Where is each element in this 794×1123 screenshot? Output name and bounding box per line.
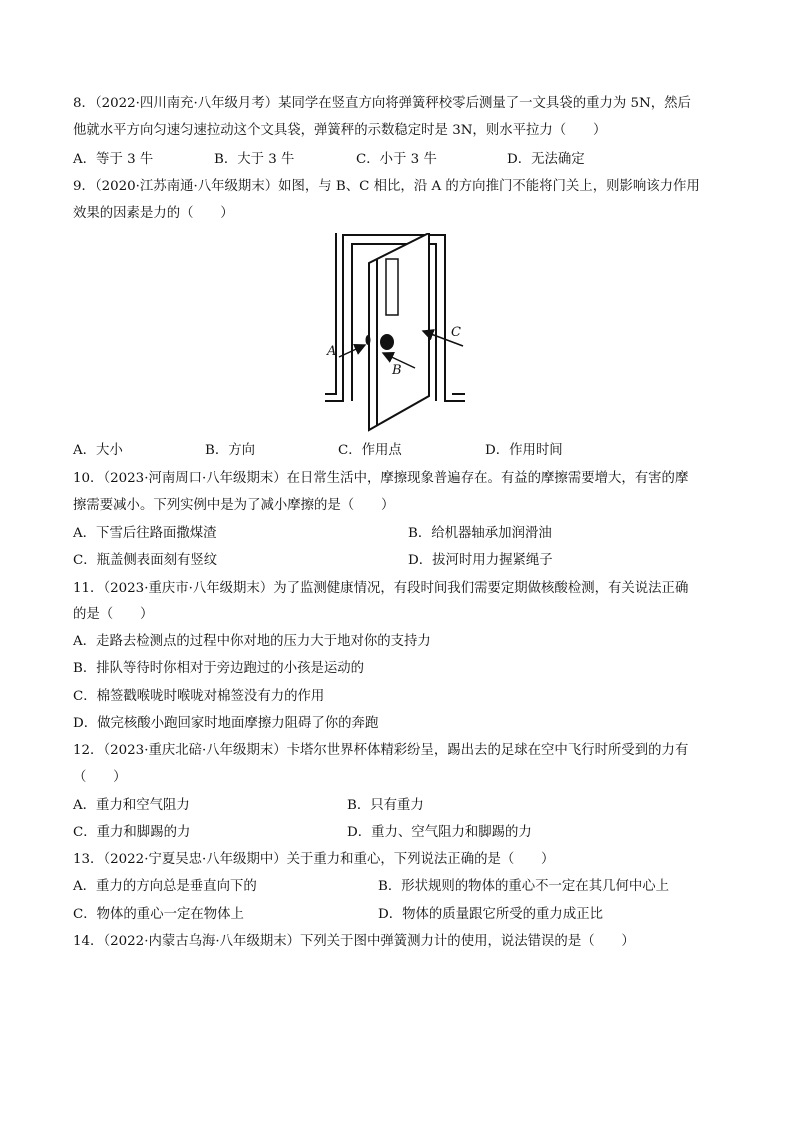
door-leaf bbox=[369, 233, 429, 430]
q9-option-d: D．作用时间 bbox=[485, 443, 563, 458]
q8-option-c: C．小于 3 牛 bbox=[356, 152, 437, 167]
q10-option-b: B．给机器轴承加润滑油 bbox=[408, 526, 552, 541]
q12-stem-line2: （ ） bbox=[73, 770, 127, 785]
q10-option-d: D．拔河时用力握紧绳子 bbox=[408, 553, 553, 568]
q11-option-b: B．排队等待时你相对于旁边跑过的小孩是运动的 bbox=[73, 661, 365, 676]
door-handle bbox=[380, 334, 394, 350]
q12-option-a: A．重力和空气阻力 bbox=[73, 798, 190, 813]
q10-option-a: A．下雪后往路面撒煤渣 bbox=[73, 526, 217, 541]
q8-option-d: D．无法确定 bbox=[507, 152, 585, 167]
q8-option-a: A．等于 3 牛 bbox=[73, 152, 154, 167]
door-window bbox=[386, 259, 398, 315]
q10-stem-line1: 10．（2023·河南周口·八年级期末）在日常生活中，摩擦现象普遍存在。有益的摩擦需要增大，有害的摩 bbox=[73, 471, 689, 486]
q13-option-d: D．物体的质量跟它所受的重力成正比 bbox=[378, 907, 603, 922]
q12-stem-line1: 12．（2023·重庆北碚·八年级期末）卡塔尔世界杯体精彩纷呈，踢出去的足球在空中飞行时所受到的力有 bbox=[73, 743, 689, 758]
q9-option-a: A．大小 bbox=[73, 443, 123, 458]
q9-stem-line2: 效果的因素是力的（ ） bbox=[73, 206, 234, 221]
q12-option-b: B．只有重力 bbox=[347, 798, 424, 813]
label-a: A bbox=[327, 344, 337, 359]
q10-option-c: C．瓶盖侧表面刻有竖纹 bbox=[73, 553, 218, 568]
q10-stem-line2: 擦需要减小。下列实例中是为了减小摩擦的是（ ） bbox=[73, 498, 395, 513]
q14-stem-line1: 14．（2022·内蒙古乌海·八年级期末）下列关于图中弹簧测力计的使用，说法错误的是（ ） bbox=[73, 934, 635, 949]
q11-stem-line2: 的是（ ） bbox=[73, 607, 154, 622]
q13-option-b: B．形状规则的物体的重心不一定在其几何中心上 bbox=[378, 879, 670, 894]
q12-option-c: C．重力和脚踢的力 bbox=[73, 825, 191, 840]
door-edge-knob bbox=[366, 335, 371, 345]
door-figure bbox=[325, 233, 470, 433]
q8-option-b: B．大于 3 牛 bbox=[214, 152, 295, 167]
q13-option-a: A．重力的方向总是垂直向下的 bbox=[73, 879, 257, 894]
q13-stem-line1: 13．（2022·宁夏吴忠·八年级期中）关于重力和重心，下列说法正确的是（ ） bbox=[73, 852, 555, 867]
q12-option-d: D．重力、空气阻力和脚踢的力 bbox=[347, 825, 532, 840]
q11-option-c: C．棉签戳喉咙时喉咙对棉签没有力的作用 bbox=[73, 689, 325, 704]
q11-option-d: D．做完核酸小跑回家时地面摩擦力阻碍了你的奔跑 bbox=[73, 716, 379, 731]
q9-stem-line1: 9．（2020·江苏南通·八年级期末）如图，与 B、C 相比，沿 A 的方向推门不能将门关上，则影响该力作用 bbox=[73, 179, 700, 194]
q13-option-c: C．物体的重心一定在物体上 bbox=[73, 907, 244, 922]
q11-option-a: A．走路去检测点的过程中你对地的压力大于地对你的支持力 bbox=[73, 634, 431, 649]
label-c: C bbox=[451, 325, 461, 340]
q8-stem-line1: 8．（2022·四川南充·八年级月考）某同学在竖直方向将弹簧秤校零后测量了一文具袋的重力为 5N，然后 bbox=[73, 96, 691, 111]
q9-option-b: B．方向 bbox=[205, 443, 256, 458]
q8-stem-line2: 他就水平方向匀速匀速拉动这个文具袋，弹簧秤的示数稳定时是 3N，则水平拉力（ ） bbox=[73, 123, 607, 138]
q9-option-c: C．作用点 bbox=[338, 443, 402, 458]
q11-stem-line1: 11．（2023·重庆市·八年级期末）为了监测健康情况，有段时间我们需要定期做核酸检测，有关说法正确 bbox=[73, 581, 689, 596]
label-b: B bbox=[392, 363, 402, 378]
